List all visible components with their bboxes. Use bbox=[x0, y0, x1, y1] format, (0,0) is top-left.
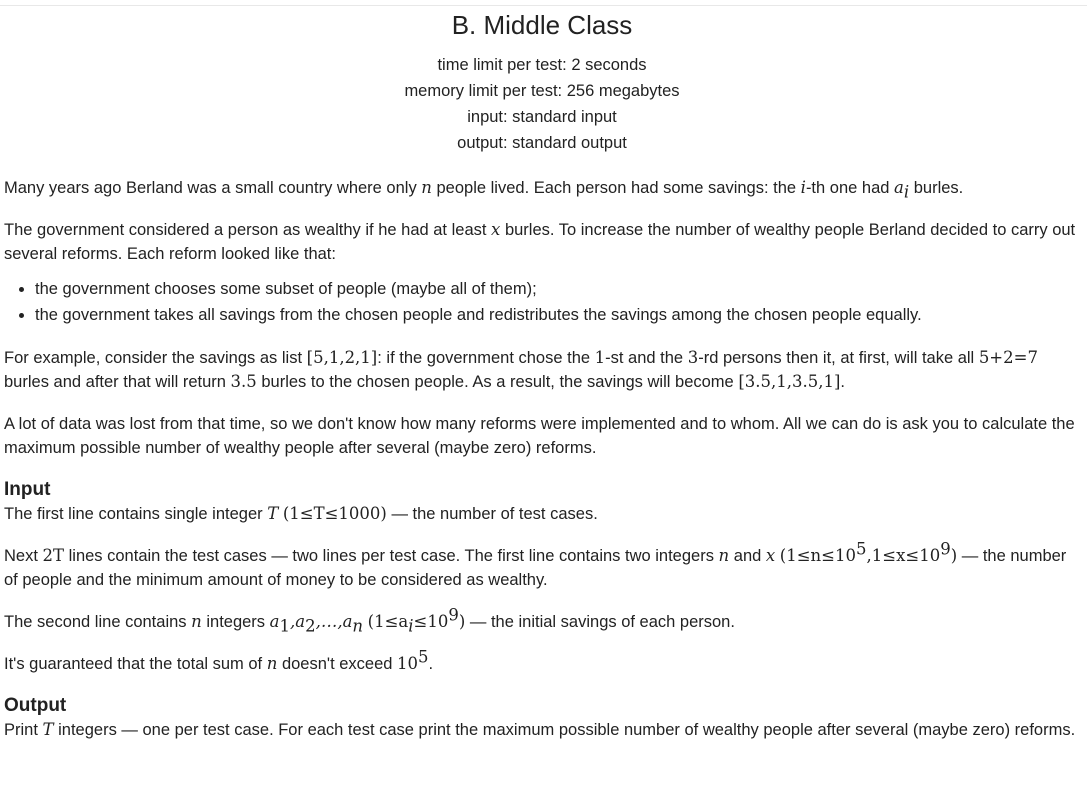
list-item: • the government takes all savings from the chosen people and redistributes the savings among the chosen people equally. bbox=[35, 302, 1080, 328]
legend-paragraph-2: The government considered a person as wealthy if he had at least x burles. To increase the number of wealthy people Berland decided to carry out several reforms. Each reform looked like that: bbox=[4, 220, 1076, 263]
output-heading: Output bbox=[4, 695, 67, 716]
input-file: input: standard input bbox=[467, 108, 617, 126]
legend-paragraph-4: A lot of data was lost from that time, so we don't know how many reforms were implemented and to whom. All we can do is ask you to calculate the maximum possible number of wealthy people after several (maybe zero) reforms. bbox=[4, 415, 1075, 457]
problem-title: B. Middle Class bbox=[451, 10, 633, 40]
output-paragraph-1: Print T integers — one per test case. For each test case print the maximum possible number of wealthy people after several (maybe zero) reforms. bbox=[4, 720, 1076, 739]
problem-header bbox=[4, 8, 1080, 156]
legend-paragraph-3: For example, consider the savings as list [5,1,2,1]: if the government chose the 1-st and the 3-rd persons then it, at first, will take all 5+2=7 burles and after that will return 3.5 burles to the chosen people. As a result, the savings will become [3.5,1,3.5,1]. bbox=[4, 348, 1038, 391]
input-paragraph-3: The second line contains n integers $a_1,a_2,\dots,a_n$ $(1\le a_i\le 10^9)$ — the initial savings of each person. bbox=[4, 605, 735, 636]
time-limit: time limit per test: 2 seconds bbox=[437, 56, 647, 74]
problem-statement bbox=[4, 8, 1080, 760]
legend-paragraph-1: Many years ago Berland was a small country where only n people lived. Each person had some savings: the i-th one had $a_i$ burles. bbox=[4, 178, 964, 202]
input-paragraph-1: The first line contains single integer T (1≤T≤1000) — the number of test cases. bbox=[4, 504, 598, 523]
input-paragraph-4: It's guaranteed that the total sum of n doesn't exceed $10^5$. bbox=[4, 647, 434, 673]
memory-limit: memory limit per test: 256 megabytes bbox=[404, 82, 680, 100]
list-item: • the government chooses some subset of people (maybe all of them); bbox=[35, 276, 1080, 302]
input-paragraph-2: Next 2T lines contain the test cases — two lines per test case. The first line contains two integers n and x $(1\le n\le 10^5,1\le x\le 10^9)$ — the number of people and the minimum amount of money to be considered as wealthy. bbox=[4, 539, 1067, 589]
top-divider bbox=[0, 5, 1087, 6]
input-heading: Input bbox=[4, 479, 51, 500]
output-file: output: standard output bbox=[457, 134, 627, 152]
reform-list bbox=[4, 276, 1080, 328]
